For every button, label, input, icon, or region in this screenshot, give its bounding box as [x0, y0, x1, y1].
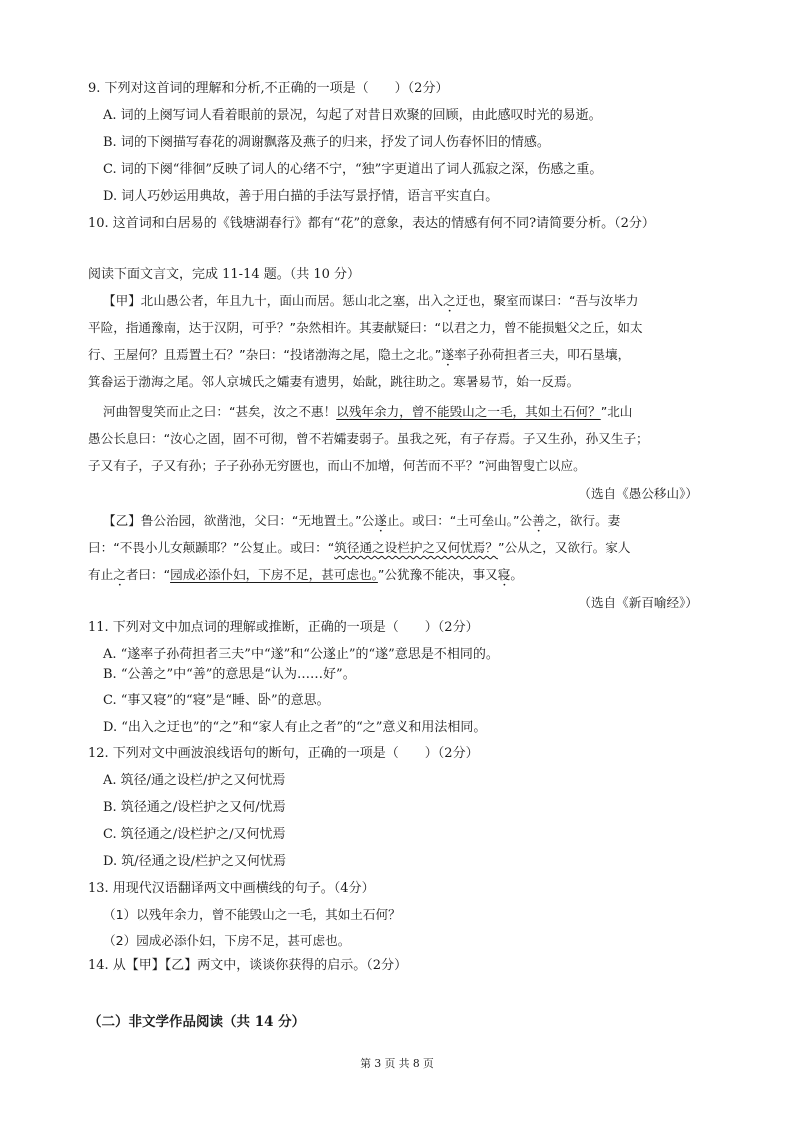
q11-option-b: B. “公善之”中“善”的意思是“认为……好”。	[103, 667, 356, 682]
jia-line-2: 平险，指通豫南，达于汉阴，可乎？”杂然相许。其妻献疑曰：“以君之力，曾不能损魁父之丘，如太	[88, 320, 643, 335]
yi-source: （选自《新百喻经》）	[578, 595, 698, 610]
jia-line-3: 行、王屋何？且焉置土石？”杂曰：“投诸渤海之尾，隐土之北。”遂率子孙荷担者三夫，叩石垦壤，	[88, 347, 631, 362]
q9-option-a: A. 词的上阕写词人看着眼前的景况，勾起了对昔日欢聚的回顾，由此感叹时光的易逝。	[103, 108, 602, 123]
q12-option-c: C. 筑径通之/设栏护之/又何忧焉	[103, 827, 286, 842]
q9-option-d: D. 词人巧妙运用典故，善于用白描的手法写景抒情，语言平实直白。	[103, 189, 499, 204]
q11-option-d: D. “出入之迂也”的“之”和“家人有止之者”的“之”意义和用法相同。	[103, 720, 487, 735]
q9-stem: 9. 下列对这首词的理解和分析,不正确的一项是（ ）（2分）	[88, 81, 449, 96]
dotted-char: 善	[532, 513, 545, 528]
dotted-char: 之	[113, 567, 126, 582]
q9-option-b: B. 词的下阕描写春花的凋谢飘落及燕子的归来，抒发了词人伤春怀旧的情感。	[103, 135, 550, 150]
q9-option-c: C. 词的下阕“徘徊”反映了词人的心绪不宁，“独”字更道出了词人孤寂之深，伤感之重。	[103, 162, 603, 177]
q13-sentence-2: （2）园成必添仆妇，下房不足，甚可虑也。	[103, 933, 351, 948]
wavy-underlined-sentence: 筑径通之设栏护之又何忧焉？	[334, 540, 498, 555]
yi-line-2: 曰：“不畏小儿女颠踬耶？”公复止。或曰：“筑径通之设栏护之又何忧焉？”公从之，又欲行。家人	[88, 540, 631, 555]
underlined-sentence: 园成必添仆妇，下房不足，甚可虑也。	[170, 567, 378, 582]
dotted-char: 寝	[497, 567, 511, 582]
jia-line-5: 河曲智叟笑而止之曰：“甚矣，汝之不惠！以残年余力，曾不能毁山之一毛，其如土石何？”北山	[103, 404, 633, 419]
jia-line-4: 箕畚运于渤海之尾。邻人京城氏之孀妻有遗男，始龀，跳往助之。寒暑易节，始一反焉。	[88, 374, 580, 389]
q12-option-b: B. 筑径通之/设栏护之又何/忧焉	[103, 800, 286, 815]
q11-option-c: C. “事又寝”的“寝”是“睡、卧”的意思。	[103, 693, 330, 708]
underlined-sentence: 以残年余力，曾不能毁山之一毛，其如土石何？	[336, 404, 601, 419]
q12-stem: 12. 下列对文中画波浪线语句的断句，正确的一项是（ ）（2分）	[88, 746, 479, 761]
jia-line-1: 【甲】北山愚公者，年且九十，面山而居。惩山北之塞，出入之迂也，聚室而谋曰：“吾与汝毕力	[103, 293, 639, 308]
jia-line-6: 愚公长息曰：“汝心之固，固不可彻，曾不若孀妻弱子。虽我之死，有子存焉。子又生孙，孙又生子；	[88, 431, 649, 446]
dotted-char: 之	[443, 293, 456, 308]
q13-sentence-1: （1）以残年余力，曾不能毁山之一毛，其如土石何？	[103, 907, 401, 922]
dotted-char: 遂	[441, 347, 454, 362]
page-footer: 第 3 页 共 8 页	[360, 1057, 434, 1070]
reading-intro: 阅读下面文言文，完成 11-14 题。（共 10 分）	[88, 267, 361, 282]
q10-stem: 10. 这首词和白居易的《钱塘湖春行》都有“花”的意象，表达的情感有何不同?请简要分析。（2分）	[88, 216, 655, 231]
q13-stem: 13. 用现代汉语翻译两文中画横线的句子。（4分）	[88, 881, 375, 896]
q11-option-a: A. “遂率子孙荷担者三夫”中“遂”和“公遂止”的“遂”意思是不相同的。	[103, 647, 499, 662]
q12-option-a: A. 筑径/通之设栏/护之又何忧焉	[103, 773, 286, 788]
jia-line-7: 子又有子，子又有孙；子子孙孙无穷匮也，而山不加增，何苦而不平？”河曲智叟亡以应。	[88, 458, 586, 473]
jia-source: （选自《愚公移山》）	[578, 486, 698, 501]
section-heading: （二）非文学作品阅读（共 14 分）	[88, 1014, 306, 1030]
q14-stem: 14. 从【甲】【乙】两文中，谈谈你获得的启示。（2分）	[88, 958, 408, 973]
q11-stem: 11. 下列对文中加点词的理解或推断，正确的一项是（ ）（2分）	[88, 620, 479, 635]
yi-line-1: 【乙】鲁公治园，欲凿池，父曰：“无地置土。”公遂止。或曰：“土可垒山。”公善之，欲行。妻	[103, 513, 621, 528]
yi-line-3: 有止之者曰：“园成必添仆妇，下房不足，甚可虑也。”公犹豫不能决，事又寝。	[88, 567, 523, 582]
q12-option-d: D. 筑/径通之设/栏护之又何忧焉	[103, 854, 286, 869]
dotted-char: 遂	[374, 513, 387, 528]
